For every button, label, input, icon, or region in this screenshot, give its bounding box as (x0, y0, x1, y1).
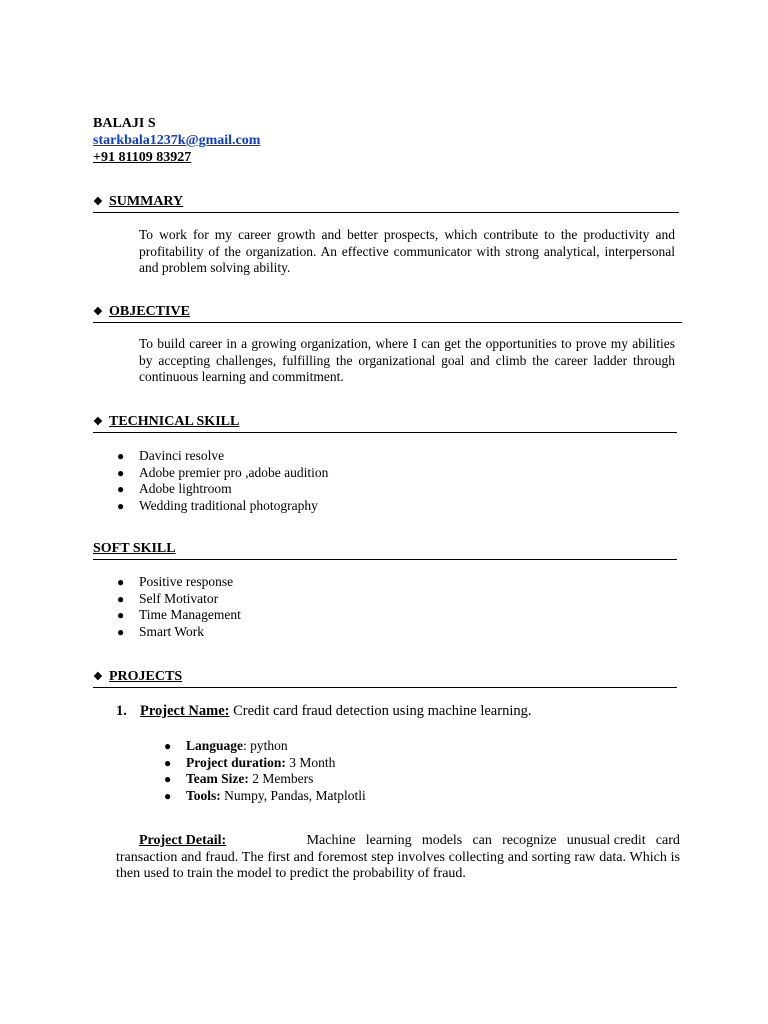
list-item: ● Self Motivator (117, 590, 219, 606)
list-item: ● Davinci resolve (117, 448, 225, 463)
diamond-bullet-icon: ❖ (93, 671, 103, 683)
bullet-dot-icon: ● (117, 608, 125, 622)
project-number: 1. (116, 703, 127, 719)
diamond-bullet-icon: ❖ (93, 196, 103, 208)
list-item: ● Language: python (164, 738, 288, 753)
phone-number: +91 81109 83927 (93, 150, 192, 165)
bullet-dot-icon: ● (117, 498, 125, 513)
list-item: ● Adobe premier pro ,adobe audition (117, 464, 329, 480)
diamond-bullet-icon: ❖ (93, 416, 103, 428)
bullet-dot-icon: ● (117, 465, 125, 480)
list-item: ● Smart Work (117, 623, 205, 639)
summary-text: To work for my career growth and better prospects, which contribute to the productivity and profitability of the organization. An effective communicator with strong analytical, interpersonal and problem solving ability. (139, 227, 675, 275)
summary-title: SUMMARY (109, 194, 184, 209)
objective-heading (93, 304, 682, 323)
technical-skill-list (117, 448, 329, 514)
soft-skill-title: SOFT SKILL (93, 541, 176, 556)
project-details-list (164, 738, 366, 804)
project-title (116, 703, 531, 720)
bullet-dot-icon: ● (164, 772, 172, 786)
project-name-label: Project Name: (140, 703, 230, 719)
project-name: Credit card fraud detection using machine learning. (233, 703, 532, 719)
list-item: ● Wedding traditional photography (117, 497, 318, 513)
technical-skill-heading (93, 414, 677, 433)
project-detail-first-line: Project Detail: Machine learning models can recognize unusual credit card (139, 833, 680, 848)
candidate-name: BALAJI S (93, 116, 156, 131)
list-item: ● Team Size: 2 Members (164, 771, 314, 786)
list-item: ● Time Management (117, 607, 241, 622)
projects-title: PROJECTS (109, 669, 183, 684)
summary-heading (93, 194, 679, 213)
list-item: ● Project duration: 3 Month (164, 754, 336, 770)
list-item: ● Tools: Numpy, Pandas, Matplotli (164, 787, 366, 803)
technical-skill-title: TECHNICAL SKILL (109, 414, 240, 429)
objective-title: OBJECTIVE (109, 304, 190, 319)
projects-heading (93, 669, 677, 688)
soft-skill-heading (93, 541, 677, 560)
bullet-dot-icon: ● (117, 575, 125, 589)
list-item: ● Positive response (117, 574, 234, 589)
project-detail-label: Project Detail: (139, 833, 227, 848)
soft-skill-list (117, 574, 241, 640)
bullet-dot-icon: ● (117, 624, 125, 639)
bullet-dot-icon: ● (164, 739, 172, 753)
list-item: ● Adobe lightroom (117, 481, 232, 496)
bullet-dot-icon: ● (117, 449, 125, 463)
bullet-dot-icon: ● (117, 482, 125, 496)
bullet-dot-icon: ● (117, 591, 125, 606)
project-detail (116, 833, 680, 883)
diamond-bullet-icon: ❖ (93, 306, 103, 318)
bullet-dot-icon: ● (164, 788, 172, 803)
objective-text: To build career in a growing organization, where I can get the opportunities to prove my abilities by accepting challenges, fulfilling the organizational goal and climb the career ladder through continuous learning and commitment. (139, 336, 675, 384)
email-link[interactable]: starkbala1237k@gmail.com (93, 133, 261, 148)
project-detail-text: transaction and fraud. The first and foremost step involves collecting and sorting raw data. Which is then used to train the model to predict the probability of fraud. (116, 849, 680, 881)
bullet-dot-icon: ● (164, 755, 172, 770)
